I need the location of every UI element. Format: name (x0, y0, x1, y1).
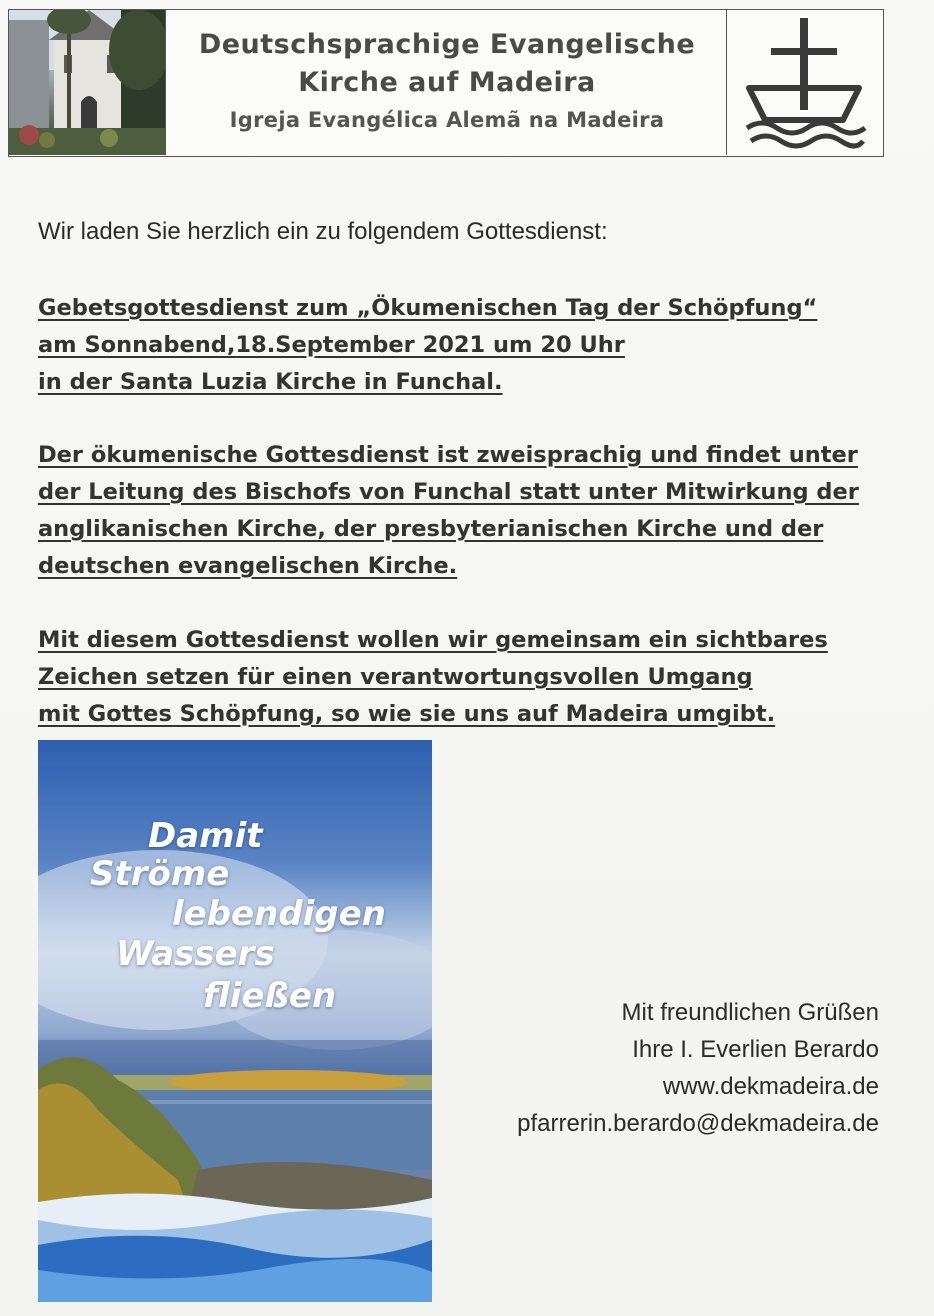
description-line: deutschen evangelischen Kirche. (38, 553, 458, 579)
poster-word: lebendigen (172, 894, 386, 934)
church-name-portuguese: Igreja Evangélica Alemã na Madeira (229, 108, 665, 132)
description-line: Der ökumenische Gottesdienst ist zweisprachig und findet unter (38, 442, 858, 468)
website-link[interactable]: www.dekmadeira.de (662, 1073, 879, 1100)
event-title-line: Gebetsgottesdienst zum „Ökumenischen Tag der Schöpfung“ (38, 295, 818, 321)
creation-day-poster (38, 740, 432, 1302)
letterhead-title (166, 10, 728, 155)
church-name-line2: Kirche auf Madeira (298, 67, 596, 98)
poster-word: fließen (203, 976, 337, 1016)
purpose-line: Zeichen setzen für einen verantwortungsvollen Umgang (38, 664, 753, 690)
event-location-line: in der Santa Luzia Kirche in Funchal. (38, 369, 503, 395)
letterhead (8, 9, 884, 157)
purpose-line: mit Gottes Schöpfung, so wie sie uns auf Madeira umgibt. (38, 701, 776, 727)
poster-word: Ströme (90, 854, 230, 894)
signature-block (419, 994, 879, 1142)
description-line: der Leitung des Bischofs von Funchal statt unter Mitwirkung der (38, 479, 859, 505)
event-details (38, 290, 868, 401)
email-link[interactable]: pfarrerin.berardo@dekmadeira.de (517, 1110, 879, 1137)
church-photo (9, 10, 166, 155)
event-date-line: am Sonnabend,18.September 2021 um 20 Uhr (38, 332, 625, 358)
church-name-line1: Deutschsprachige Evangelische (198, 29, 696, 60)
service-purpose (38, 622, 868, 733)
poster-word: Wassers (116, 934, 275, 974)
closing-greeting: Mit freundlichen Grüßen (621, 999, 879, 1026)
purpose-line: Mit diesem Gottesdienst wollen wir gemeinsam ein sichtbares (38, 627, 828, 653)
poster-word: Damit (148, 816, 263, 856)
service-description (38, 437, 868, 585)
sender-name: Ihre I. Everlien Berardo (632, 1036, 879, 1063)
cross-boat-logo-icon (726, 10, 883, 155)
description-line: anglikanischen Kirche, der presbyterianischen Kirche und der (38, 516, 824, 542)
invitation-intro: Wir laden Sie herzlich ein zu folgendem Gottesdienst: (38, 218, 608, 245)
